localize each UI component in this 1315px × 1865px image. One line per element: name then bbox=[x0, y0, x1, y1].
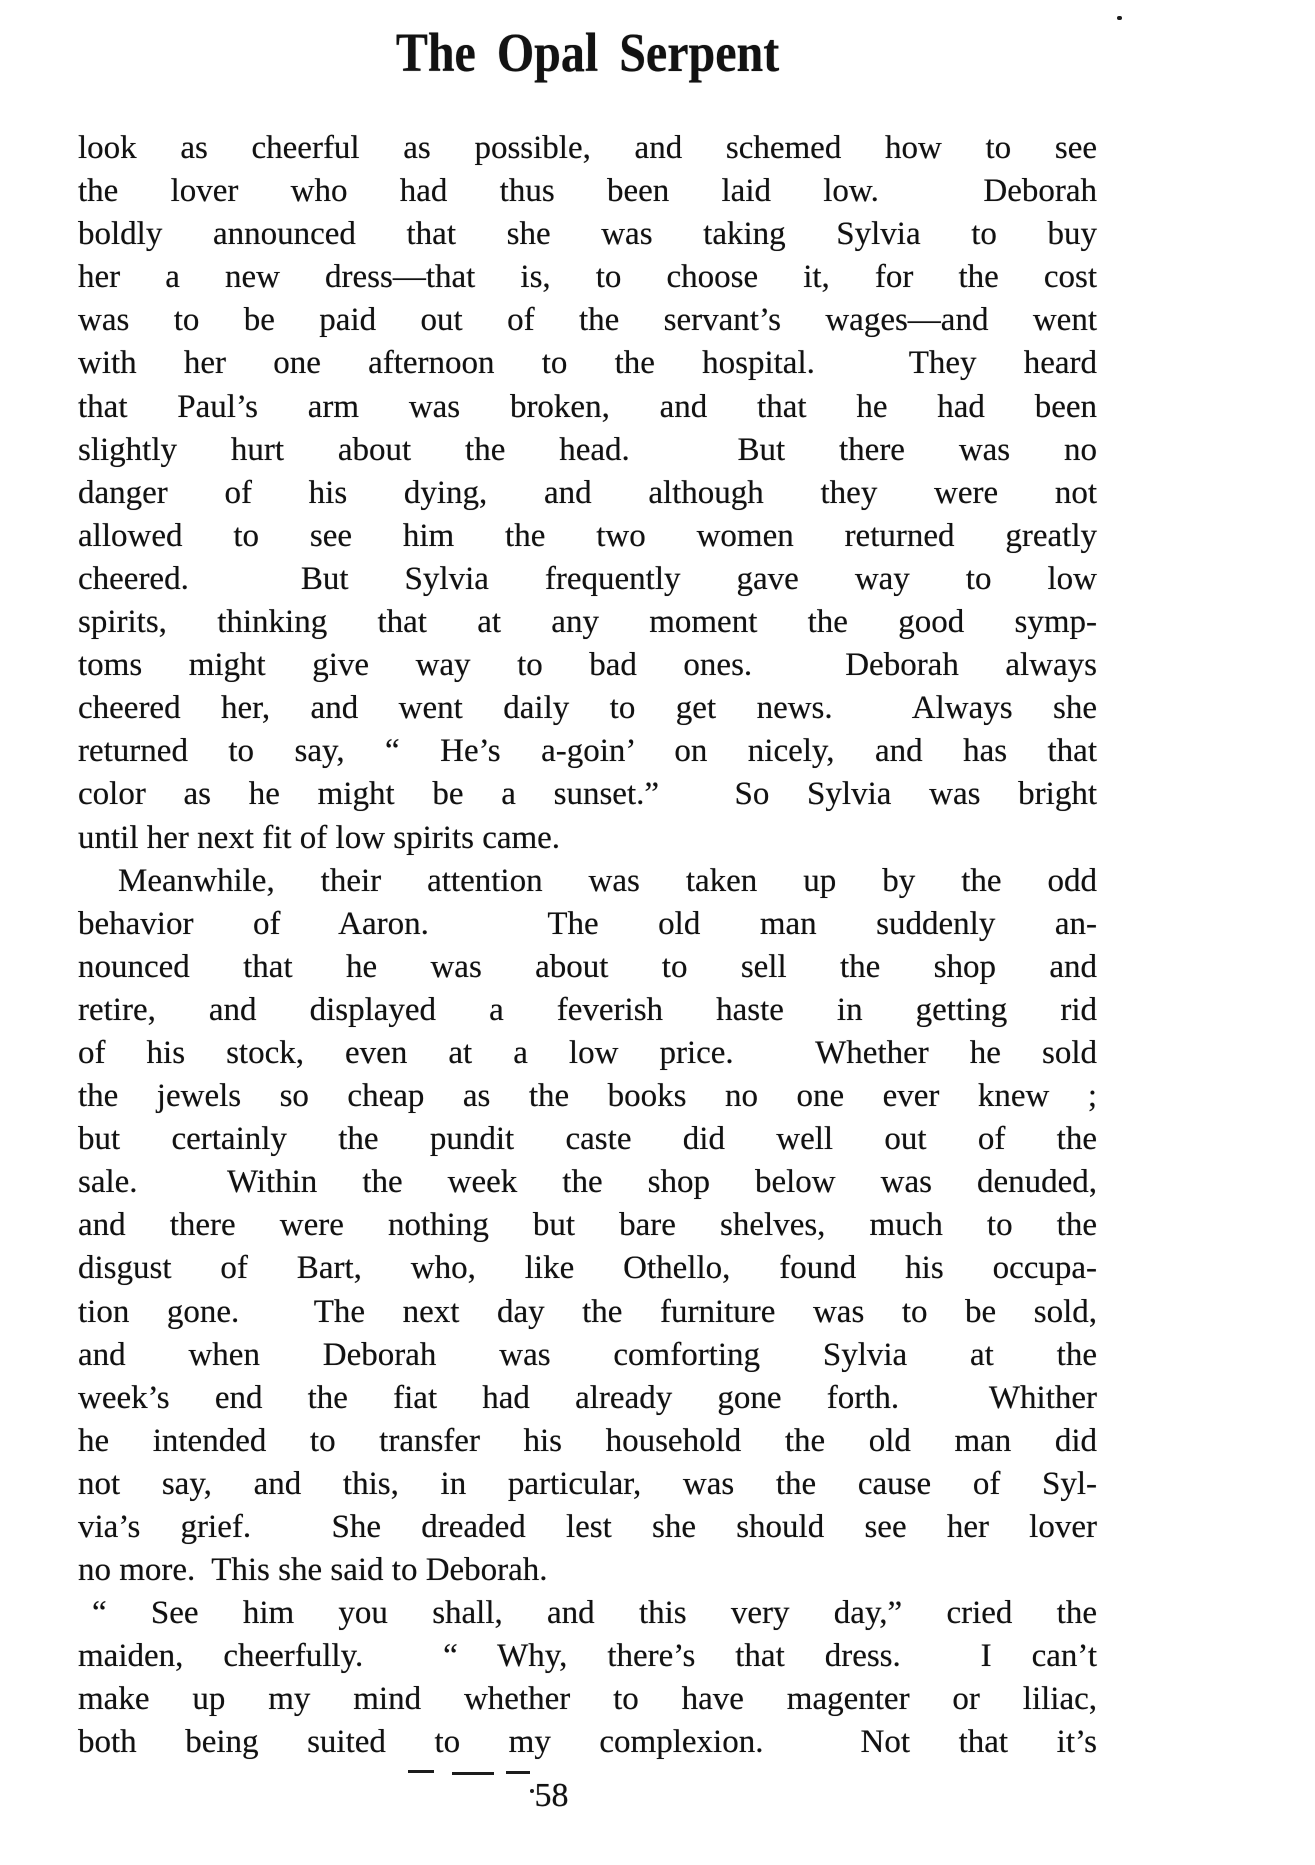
text-line: her a new dress—that is, to choose it, for the cost bbox=[78, 259, 1097, 296]
text-line: boldly announced that she was taking Sylvia to buy bbox=[78, 216, 1097, 253]
text-line: until her next fit of low spirits came. bbox=[78, 819, 561, 856]
text-line: allowed to see him the two women returned greatly bbox=[78, 517, 1097, 554]
text-line: slightly hurt about the head. But there was no bbox=[78, 431, 1097, 468]
text-line: not say, and this, in particular, was the cause of Syl- bbox=[78, 1465, 1097, 1502]
text-line: make up my mind whether to have magenter or liliac, bbox=[78, 1681, 1097, 1718]
text-line: cheered her, and went daily to get news. Always she bbox=[78, 690, 1097, 727]
text-line: toms might give way to bad ones. Deborah always bbox=[78, 647, 1097, 684]
text-line: returned to say, “ He’s a-goin’ on nicely, and has that bbox=[78, 733, 1097, 770]
text-line: spirits, thinking that at any moment the good symp- bbox=[78, 604, 1097, 641]
text-line: color as he might be a sunset.” So Sylvia was bright bbox=[78, 776, 1097, 813]
scan-dash bbox=[452, 1772, 494, 1775]
text-line: disgust of Bart, who, like Othello, found his occupa- bbox=[78, 1250, 1097, 1287]
text-line: danger of his dying, and although they were not bbox=[78, 474, 1097, 511]
text-line: Meanwhile, their attention was taken up by the odd bbox=[118, 862, 1097, 899]
scan-dash bbox=[408, 1770, 434, 1773]
text-line: and when Deborah was comforting Sylvia at the bbox=[78, 1336, 1097, 1373]
text-line: sale. Within the week the shop below was denuded, bbox=[78, 1164, 1097, 1201]
text-line: the jewels so cheap as the books no one ever knew ; bbox=[78, 1078, 1097, 1115]
paragraph bbox=[78, 860, 1097, 1593]
text-line: both being suited to my complexion. Not that it’s bbox=[78, 1724, 1097, 1761]
body-text bbox=[78, 127, 1097, 1765]
text-line: nounced that he was about to sell the shop and bbox=[78, 948, 1097, 985]
page-number: 58 bbox=[534, 1777, 569, 1814]
scan-speck bbox=[1117, 16, 1122, 20]
text-line: retire, and displayed a feverish haste in getting rid bbox=[78, 991, 1097, 1028]
text-line: tion gone. The next day the furniture was to be sold, bbox=[78, 1293, 1097, 1330]
text-line: maiden, cheerfully. “ Why, there’s that dress. I can’t bbox=[78, 1638, 1097, 1675]
text-line: week’s end the fiat had already gone forth. Whither bbox=[78, 1379, 1097, 1416]
paragraph bbox=[78, 1592, 1097, 1764]
text-line: cheered. But Sylvia frequently gave way to low bbox=[78, 560, 1097, 597]
text-line: with her one afternoon to the hospital. They heard bbox=[78, 345, 1097, 382]
text-line: and there were nothing but bare shelves, much to the bbox=[78, 1207, 1097, 1244]
text-line: he intended to transfer his household the old man did bbox=[78, 1422, 1097, 1459]
text-line: but certainly the pundit caste did well out of the bbox=[78, 1121, 1097, 1158]
text-line: of his stock, even at a low price. Whether he sold bbox=[78, 1034, 1097, 1071]
text-line: look as cheerful as possible, and schemed how to see bbox=[78, 130, 1097, 166]
text-line: via’s grief. She dreaded lest she should see her lover bbox=[78, 1509, 1097, 1545]
paragraph bbox=[78, 127, 1097, 860]
text-line: the lover who had thus been laid low. Deborah bbox=[78, 173, 1097, 210]
scan-dash bbox=[506, 1771, 530, 1774]
text-line: behavior of Aaron. The old man suddenly an- bbox=[78, 905, 1097, 942]
text-line: that Paul’s arm was broken, and that he had been bbox=[78, 388, 1097, 425]
text-line: was to be paid out of the servant’s wages—and went bbox=[78, 302, 1097, 339]
text-line: no more. This she said to Deborah. bbox=[78, 1552, 548, 1589]
text-line: “ See him you shall, and this very day,” cried the bbox=[92, 1595, 1097, 1632]
page-title: The Opal Serpent bbox=[395, 23, 780, 84]
